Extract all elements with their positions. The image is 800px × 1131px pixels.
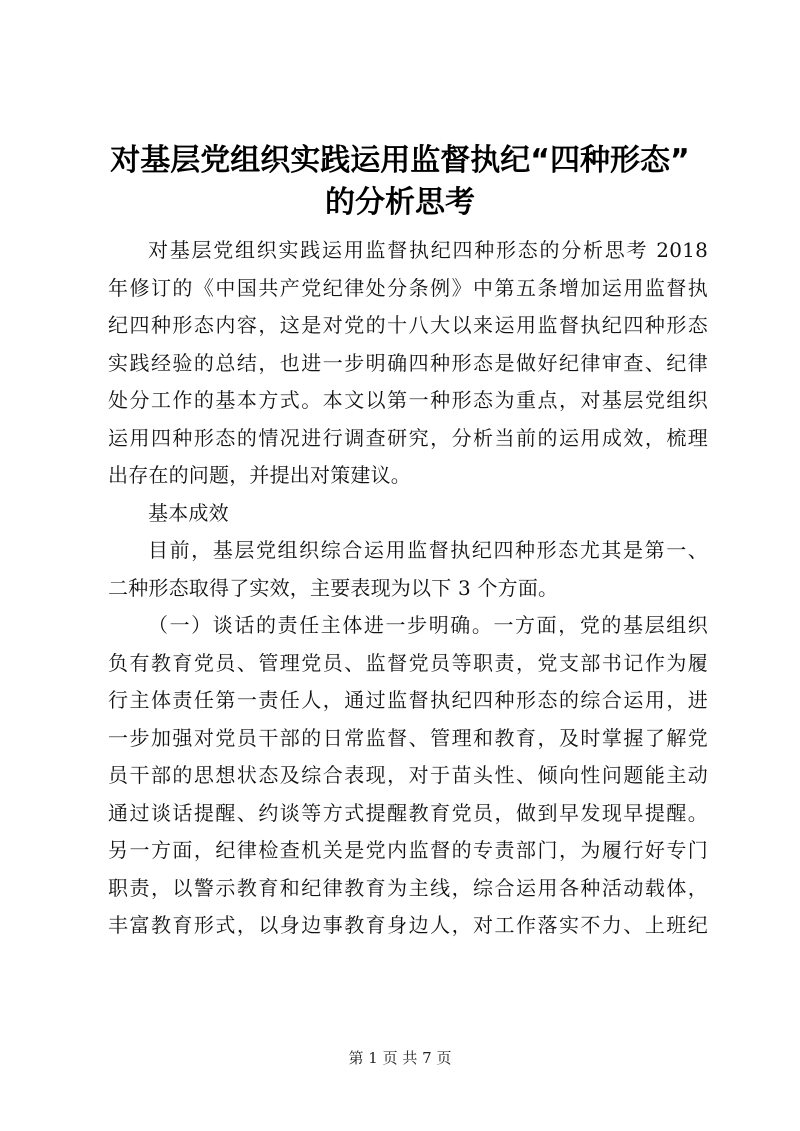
document-body [108,232,708,945]
paragraph-1-line-4: 实践经验的总结，也进一步明确四种形态是做好纪律审查、纪律 [108,350,708,375]
paragraph-3-line-1: （一）谈话的责任主体进一步明确。一方面，党的基层组织 [148,613,708,637]
paragraph-3-line-7: 另一方面，纪律检查机关是党内监督的专责部门，为履行好专门 [108,838,708,862]
paragraph-1-line-2: 年修订的《中国共产党纪律处分条例》中第五条增加运用监督执 [108,275,708,300]
title-line-1: 对基层党组织实践运用监督执纪“四种形态” [110,143,690,178]
paragraph-3-line-9: 丰富教育形式，以身边事教育身边人，对工作落实不力、上班纪 [108,913,708,937]
paragraph-1-line-5: 处分工作的基本方式。本文以第一种形态为重点，对基层党组织 [108,388,708,412]
paragraph-3-line-2: 负有教育党员、管理党员、监督党员等职责，党支部书记作为履 [108,650,708,675]
paragraph-3-line-8: 职责，以警示教育和纪律教育为主线，综合运用各种活动载体， [108,875,708,900]
section-heading: 基本成效 [148,500,229,525]
page-footer: 第 1 页 共 7 页 [348,1049,452,1067]
document-title [60,140,740,224]
paragraph-1-line-7: 出存在的问题，并提出对策建议。 [108,463,411,487]
title-line-2: 的分析思考 [325,185,475,220]
paragraph-3-line-3: 行主体责任第一责任人，通过监督执纪四种形态的综合运用，进 [108,688,708,712]
paragraph-3-line-6: 通过谈话提醒、约谈等方式提醒教育党员，做到早发现早提醒。 [108,800,708,825]
paragraph-1-line-1: 对基层党组织实践运用监督执纪四种形态的分析思考 2018 [148,238,708,262]
paragraph-1-line-3: 纪四种形态内容，这是对党的十八大以来运用监督执纪四种形态 [108,313,708,337]
paragraph-3-line-5: 员干部的思想状态及综合表现，对于苗头性、倾向性问题能主动 [108,763,708,787]
paragraph-3-line-4: 一步加强对党员干部的日常监督、管理和教育，及时掌握了解党 [108,725,708,750]
paragraph-2-line-2: 二种形态取得了实效，主要表现为以下 3 个方面。 [108,575,559,600]
paragraph-1-line-6: 运用四种形态的情况进行调查研究，分析当前的运用成效，梳理 [108,425,708,450]
paragraph-2-line-1: 目前，基层党组织综合运用监督执纪四种形态尤其是第一、 [148,538,708,562]
